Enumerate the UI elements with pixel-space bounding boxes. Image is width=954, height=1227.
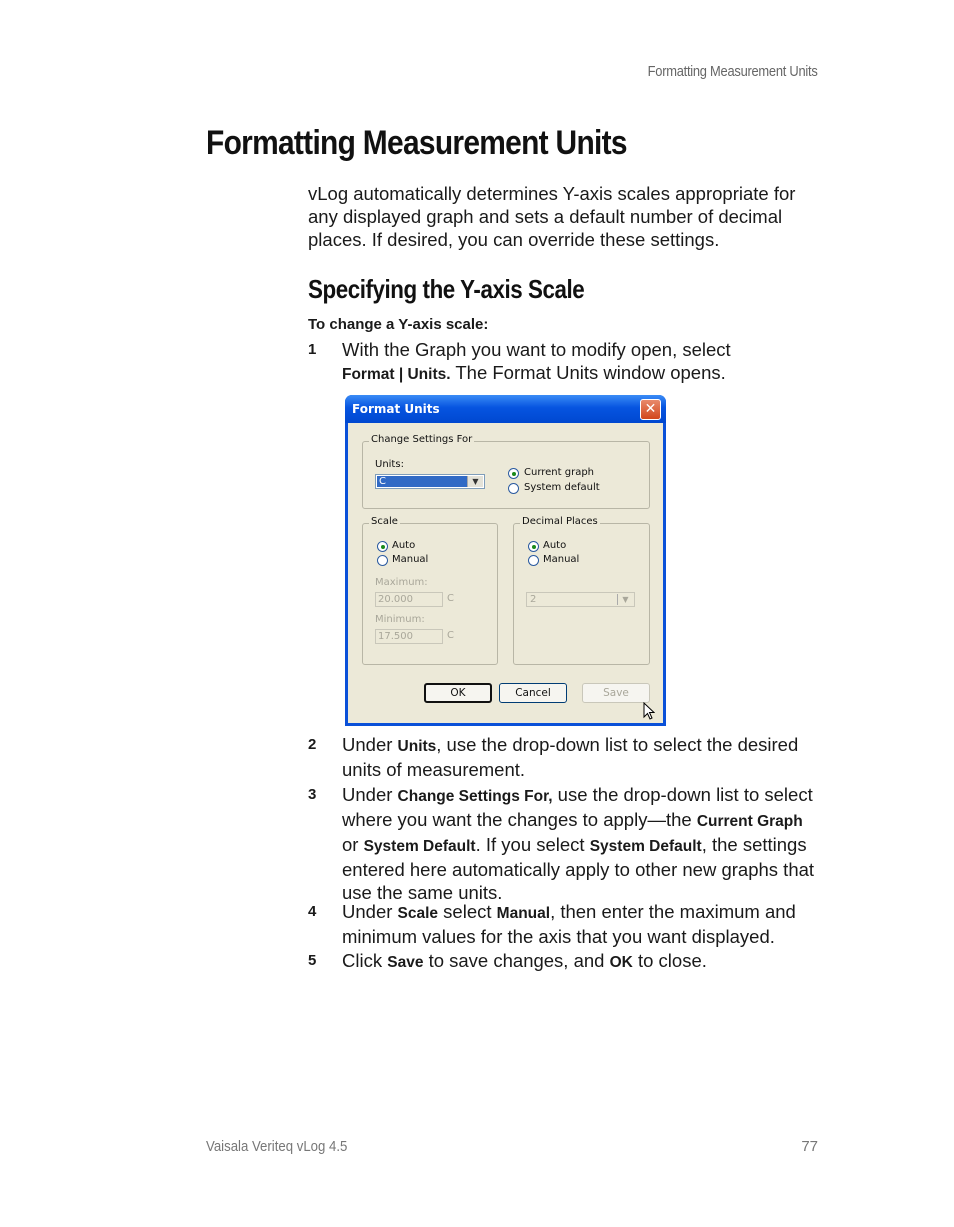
units-dropdown[interactable] <box>375 474 485 489</box>
change-settings-legend: Change Settings For <box>371 434 473 445</box>
chevron-down-icon[interactable]: ▼ <box>617 594 633 605</box>
cancel-button[interactable]: Cancel <box>499 683 567 703</box>
footer-product: Vaisala Veriteq vLog 4.5 <box>206 1138 348 1155</box>
step-number: 4 <box>308 903 317 920</box>
decimal-places-value: 2 <box>530 594 537 605</box>
scale-auto-label: Auto <box>392 540 416 551</box>
intro-paragraph: vLog automatically determines Y-axis scales appropriate for any displayed graph and sets a default number of decimal places. If desired, you can override these settings. <box>308 183 796 250</box>
step-1 <box>308 338 818 386</box>
minimum-label: Minimum: <box>375 614 425 625</box>
scale-manual-radio[interactable] <box>377 555 388 566</box>
maximum-label: Maximum: <box>375 577 428 588</box>
close-icon: ✕ <box>644 401 657 417</box>
scale-auto-radio[interactable] <box>377 541 388 552</box>
decimal-places-legend: Decimal Places <box>522 516 598 527</box>
step-text: Click Save to save changes, and OK to close. <box>342 950 707 971</box>
step-number: 3 <box>308 786 317 803</box>
minimum-unit: C <box>447 630 454 641</box>
current-graph-label: Current graph <box>524 467 595 478</box>
page-number: 77 <box>801 1138 818 1155</box>
running-header: Formatting Measurement Units <box>648 63 818 80</box>
minimum-field[interactable]: 17.500 <box>375 629 443 644</box>
dialog-titlebar[interactable] <box>345 395 666 423</box>
scale-manual-label: Manual <box>392 554 429 565</box>
step-5 <box>308 949 818 974</box>
chevron-down-icon[interactable]: ▼ <box>467 476 483 487</box>
page-title: Formatting Measurement Units <box>206 124 627 162</box>
dialog-body <box>348 423 663 723</box>
ok-button[interactable]: OK <box>424 683 492 703</box>
units-label: Units: <box>375 459 404 470</box>
step-2 <box>308 733 818 781</box>
decimal-auto-label: Auto <box>543 540 567 551</box>
decimal-places-dropdown[interactable] <box>526 592 635 607</box>
system-default-radio[interactable] <box>508 483 519 494</box>
mouse-pointer-icon <box>643 702 655 720</box>
step-number: 2 <box>308 736 317 753</box>
scale-group <box>362 516 498 665</box>
maximum-field[interactable]: 20.000 <box>375 592 443 607</box>
step-4 <box>308 900 818 948</box>
step-text: Under Change Settings For, use the drop-down list to select where you want the changes to apply—the Current Graph or System Default. If you select System Default, the settings entered here automatically apply to other new graphs that use the same units. <box>342 784 815 903</box>
section-title: Specifying the Y-axis Scale <box>308 274 585 304</box>
current-graph-radio[interactable] <box>508 468 519 479</box>
system-default-label: System default <box>524 482 600 493</box>
save-button[interactable]: Save <box>582 683 650 703</box>
procedure-label: To change a Y-axis scale: <box>308 316 489 333</box>
units-selected-value: C <box>377 476 467 487</box>
step-3 <box>308 783 818 904</box>
decimal-auto-radio[interactable] <box>528 541 539 552</box>
step-number: 1 <box>308 341 317 358</box>
dialog-title: Format Units <box>352 402 440 416</box>
step-text: Under Units, use the drop-down list to select the desired units of measurement. <box>342 734 799 780</box>
close-button[interactable] <box>640 399 661 420</box>
step-text: Under Scale select Manual, then enter the maximum and minimum values for the axis that you want displayed. <box>342 901 796 947</box>
change-settings-group <box>362 434 650 509</box>
decimal-manual-label: Manual <box>543 554 580 565</box>
decimal-places-group <box>513 516 650 665</box>
step-text: With the Graph you want to modify open, select Format | Units. The Format Units window opens. <box>342 339 731 383</box>
scale-legend: Scale <box>371 516 398 527</box>
format-units-dialog <box>345 395 666 726</box>
step-number: 5 <box>308 952 317 969</box>
decimal-manual-radio[interactable] <box>528 555 539 566</box>
maximum-unit: C <box>447 593 454 604</box>
